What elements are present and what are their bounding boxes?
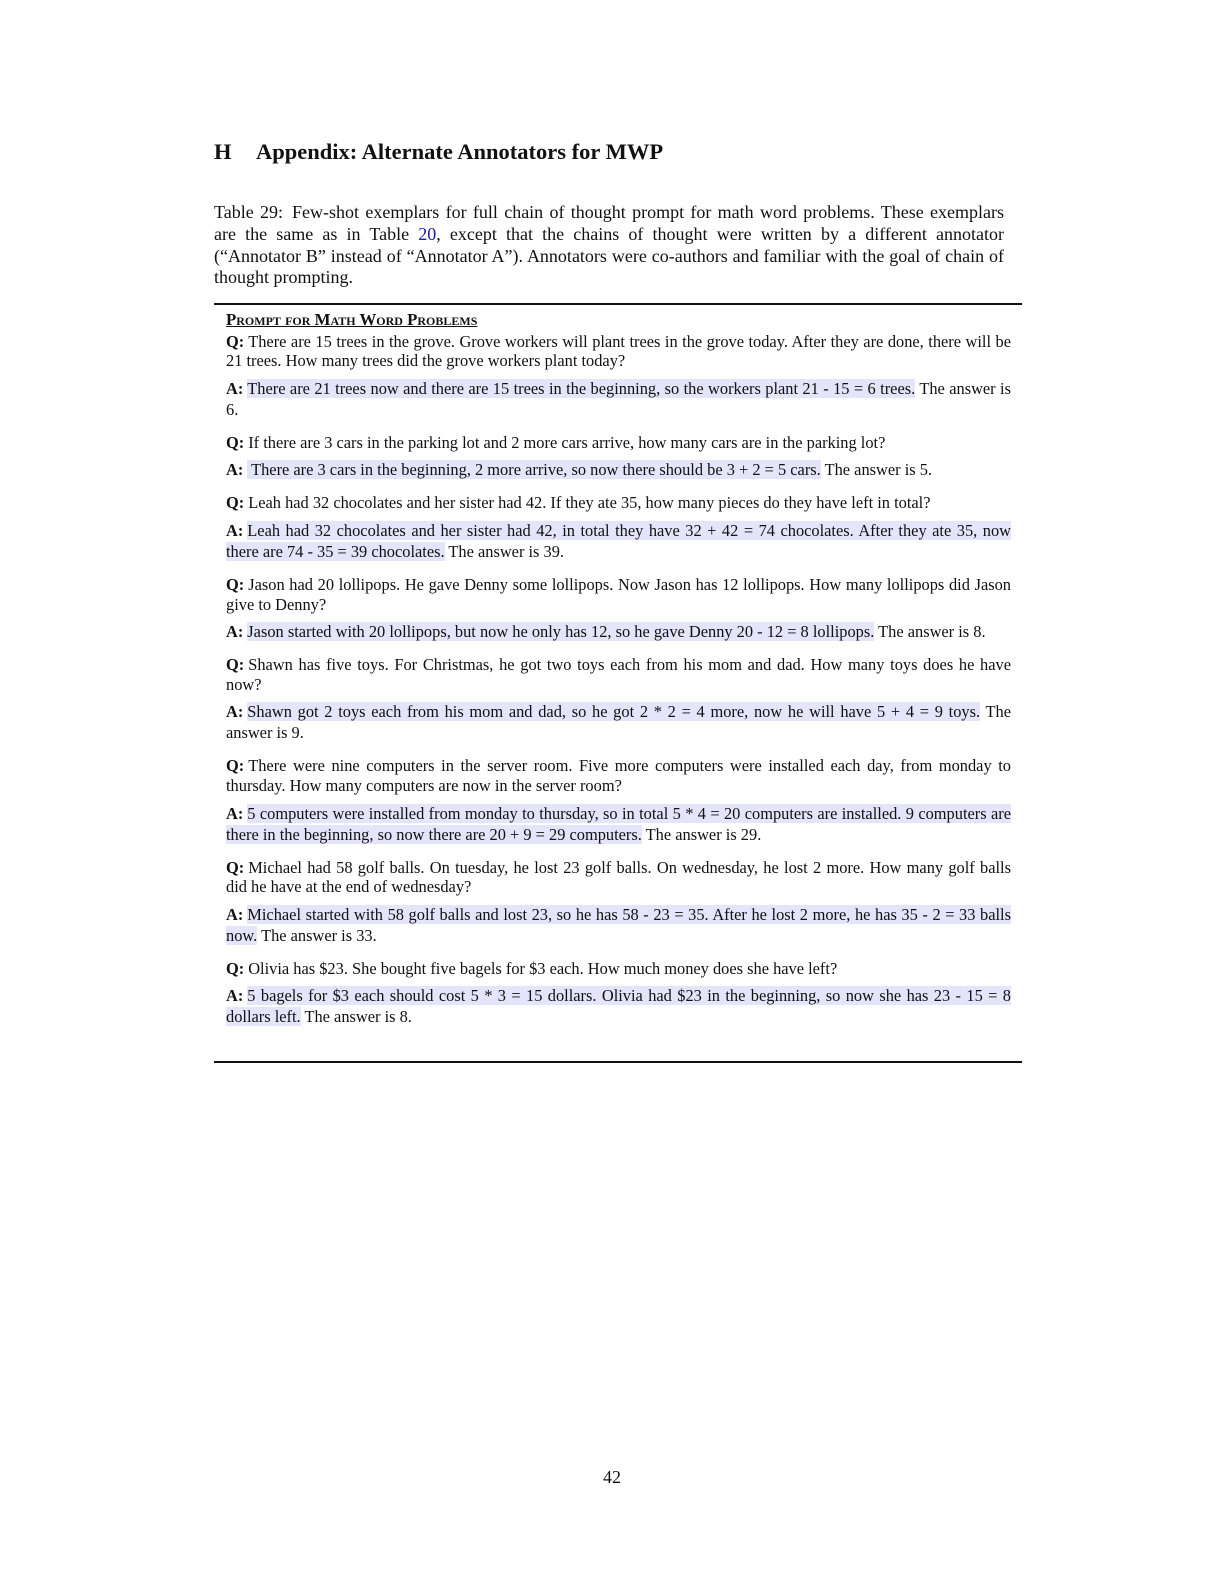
question <box>226 959 1011 979</box>
question-text: Michael had 58 golf balls. On tuesday, he lost 23 golf balls. On wednesday, he lost 2 more. How many golf balls did he have at the end of wednesday? <box>226 857 1011 897</box>
question-text: There are 15 trees in the grove. Grove workers will plant trees in the grove today. After they are done, there will be 21 trees. How many trees did the grove workers plant today? <box>226 331 1011 371</box>
table-bottom-rule <box>214 1061 1022 1063</box>
chain-of-thought-highlight: Leah had 32 chocolates and her sister had 42, in total they have 32 + 42 = 74 chocolates. After they ate 35, now there are 74 - 35 = 39 chocolates. <box>226 520 1011 561</box>
answer <box>226 701 1011 743</box>
table-reference-link[interactable]: 20 <box>418 223 437 244</box>
answer <box>226 459 1011 480</box>
exemplar <box>226 756 1011 844</box>
answer-label: A: <box>226 904 244 924</box>
exemplar <box>226 332 1011 420</box>
question-label: Q: <box>226 493 245 513</box>
question-text: Shawn has five toys. For Christmas, he got two toys each from his mom and dad. How many toys does he have now? <box>226 655 1011 694</box>
answer <box>226 803 1011 845</box>
question-label: Q: <box>226 756 245 776</box>
chain-of-thought-highlight: Jason started with 20 lollipops, but now he only has 12, so he gave Denny 20 - 12 = 8 lollipops. <box>247 622 875 642</box>
question-label: Q: <box>226 574 245 594</box>
prompt-title: Prompt for Math Word Problems <box>226 310 478 329</box>
answer-label: A: <box>226 460 244 480</box>
exemplar <box>226 493 1011 562</box>
question-text: There were nine computers in the server room. Five more computers were installed each day, from monday to thursday. How many computers are now in the server room? <box>226 756 1011 795</box>
question-text: Leah had 32 chocolates and her sister had 42. If they ate 35, how many pieces do they have left in total? <box>248 493 931 513</box>
answer-label: A: <box>226 986 244 1006</box>
prompt-box <box>226 310 1011 1027</box>
answer-label: A: <box>226 378 244 398</box>
chain-of-thought-highlight: There are 21 trees now and there are 15 trees in the beginning, so the workers plant 21 - 15 = 6 trees. <box>247 378 916 398</box>
answer <box>226 904 1011 946</box>
answer <box>226 985 1011 1027</box>
chain-of-thought-highlight: 5 bagels for $3 each should cost 5 * 3 = 15 dollars. Olivia had $23 in the beginning, so now she has 23 - 15 = 8 dollars left. <box>226 986 1011 1027</box>
exemplar <box>226 433 1011 481</box>
section-title: Appendix: Alternate Annotators for MWP <box>256 139 664 164</box>
answer-label: A: <box>226 622 244 642</box>
exemplar <box>226 655 1011 743</box>
table-caption <box>214 202 1004 289</box>
chain-of-thought-highlight: 5 computers were installed from monday to thursday, so in total 5 * 4 = 20 computers are installed. 9 computers are there in the beginning, so now there are 20 + 9 = 29 computers. <box>226 803 1011 844</box>
question-text: Olivia has $23. She bought five bagels for $3 each. How much money does she have left? <box>248 958 838 978</box>
question <box>226 858 1011 897</box>
question <box>226 433 1011 453</box>
answer <box>226 520 1011 562</box>
answer-label: A: <box>226 520 244 540</box>
final-answer: The answer is 8. <box>304 1007 412 1027</box>
question <box>226 655 1011 694</box>
question-label: Q: <box>226 331 245 351</box>
caption-text-after: , except that the chains of thought were written by a different annotator (“Annotator B” instead of “Annotator A”). Annotators were co-authors and familiar with the goal of chain of thought prompting. <box>214 223 1004 288</box>
answer-label: A: <box>226 702 244 722</box>
final-answer: The answer is 6. <box>226 378 1011 419</box>
caption-label: Table 29: <box>214 202 284 222</box>
answer-label: A: <box>226 803 244 823</box>
question <box>226 756 1011 795</box>
question <box>226 332 1011 371</box>
chain-of-thought-highlight: Shawn got 2 toys each from his mom and dad, so he got 2 * 2 = 4 more, now he will have 5 + 4 = 9 toys. <box>247 702 981 722</box>
exemplar <box>226 575 1011 642</box>
answer <box>226 621 1011 642</box>
final-answer: The answer is 9. <box>226 702 1011 743</box>
question-label: Q: <box>226 958 245 978</box>
final-answer: The answer is 29. <box>645 824 762 844</box>
question <box>226 493 1011 513</box>
final-answer: The answer is 39. <box>448 541 565 561</box>
final-answer: The answer is 33. <box>261 925 377 945</box>
chain-of-thought-highlight: There are 3 cars in the beginning, 2 more arrive, so now there should be 3 + 2 = 5 cars. <box>247 460 821 480</box>
caption-text-before: Few-shot exemplars for full chain of thought prompt for math word problems. These exemplars are the same as in Table <box>214 202 1005 244</box>
question-label: Q: <box>226 857 245 877</box>
table-top-rule <box>214 303 1022 305</box>
exemplar-list <box>226 332 1011 1028</box>
question-text: Jason had 20 lollipops. He gave Denny some lollipops. Now Jason has 12 lollipops. How many lollipops did Jason give to Denny? <box>226 574 1011 614</box>
chain-of-thought-highlight: Michael started with 58 golf balls and lost 23, so he has 58 - 23 = 35. After he lost 2 more, he has 35 - 2 = 33 balls now. <box>226 904 1011 945</box>
question-text: If there are 3 cars in the parking lot and 2 more cars arrive, how many cars are in the parking lot? <box>248 432 886 452</box>
section-number: H <box>214 139 232 164</box>
exemplar <box>226 858 1011 946</box>
question-label: Q: <box>226 655 245 675</box>
exemplar <box>226 959 1011 1028</box>
final-answer: The answer is 8. <box>878 622 986 642</box>
answer <box>226 378 1011 420</box>
final-answer: The answer is 5. <box>824 460 933 480</box>
section-heading <box>214 139 663 165</box>
question-label: Q: <box>226 432 245 452</box>
page-number: 42 <box>603 1467 621 1487</box>
question <box>226 575 1011 614</box>
